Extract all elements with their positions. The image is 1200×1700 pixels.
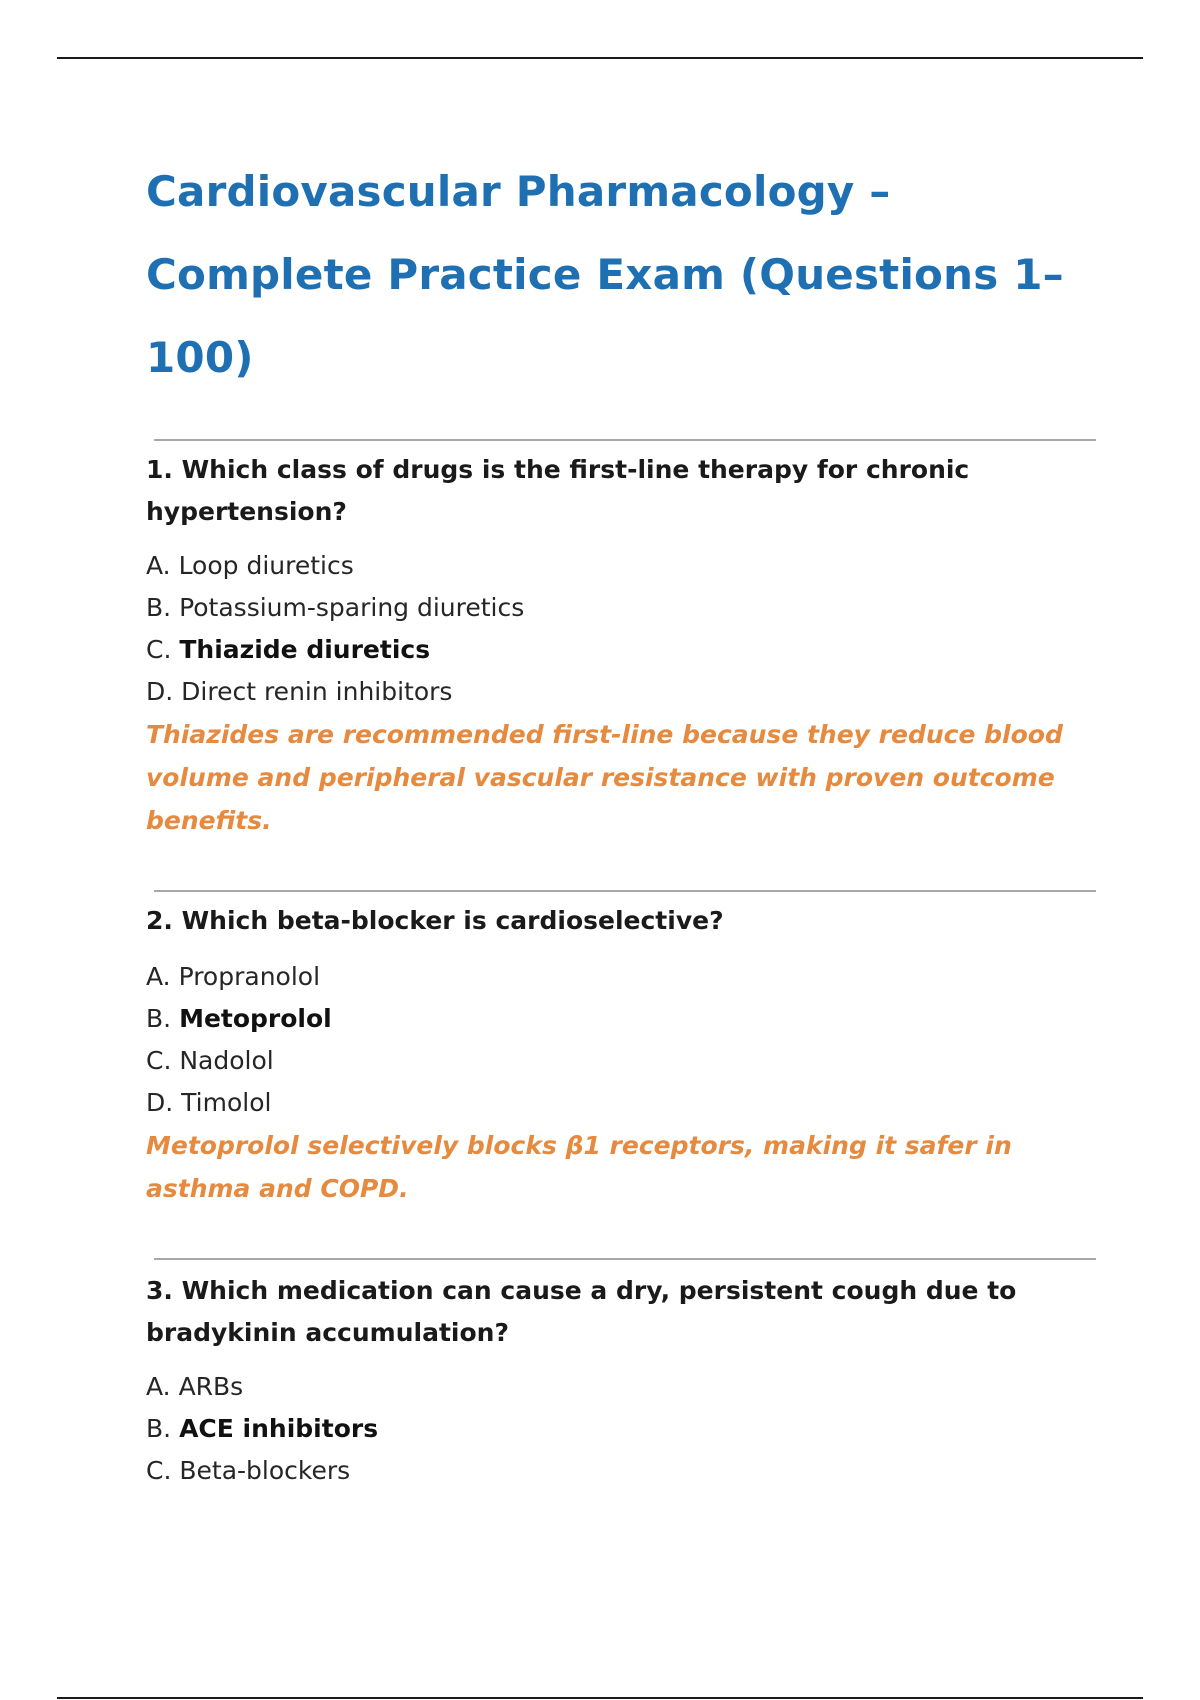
- option-text: Nadolol: [179, 1046, 274, 1075]
- option-c-correct: [146, 629, 1096, 671]
- option-text: ACE inhibitors: [179, 1414, 379, 1443]
- option-c: [146, 1040, 1096, 1082]
- question-text: 1. Which class of drugs is the first-line therapy for chronic hypertension?: [146, 455, 970, 526]
- option-text: Metoprolol: [179, 1004, 332, 1033]
- option-text: Loop diuretics: [178, 551, 354, 580]
- option-letter: A.: [146, 962, 171, 991]
- option-b-correct: [146, 998, 1096, 1040]
- option-letter: B.: [146, 1004, 172, 1033]
- question-1: [146, 439, 1096, 842]
- option-letter: C.: [146, 635, 172, 664]
- question-3: [146, 1258, 1096, 1492]
- document-title: Cardiovascular Pharmacology – Complete Practice Exam (Questions 1–100): [146, 167, 1064, 382]
- option-text: Thiazide diuretics: [179, 635, 431, 664]
- option-letter: B.: [146, 1414, 172, 1443]
- option-b-correct: [146, 1408, 1096, 1450]
- option-a: [146, 545, 1096, 587]
- option-b: [146, 587, 1096, 629]
- question-text: 2. Which beta-blocker is cardioselective?: [146, 906, 724, 935]
- page-header-rule: [57, 57, 1143, 59]
- option-letter: C.: [146, 1456, 172, 1485]
- answer-explanation: Thiazides are recommended first-line because they reduce blood volume and peripheral vascular resistance with proven outcome benefits.: [146, 720, 1063, 835]
- option-text: Direct renin inhibitors: [181, 677, 453, 706]
- option-text: Beta-blockers: [179, 1456, 351, 1485]
- answer-options: [146, 956, 1096, 1124]
- option-a: [146, 1366, 1096, 1408]
- question-divider: [154, 439, 1096, 441]
- question-divider: [154, 1258, 1096, 1260]
- exam-content: [146, 150, 1096, 1492]
- answer-options: [146, 1366, 1096, 1492]
- question-2: [146, 890, 1096, 1210]
- option-text: ARBs: [178, 1372, 244, 1401]
- option-text: Timolol: [181, 1088, 272, 1117]
- question-text: 3. Which medication can cause a dry, persistent cough due to bradykinin accumulation?: [146, 1276, 1017, 1347]
- option-c: [146, 1450, 1096, 1492]
- option-letter: D.: [146, 677, 174, 706]
- option-d: [146, 671, 1096, 713]
- option-d: [146, 1082, 1096, 1124]
- option-letter: C.: [146, 1046, 172, 1075]
- option-text: Potassium-sparing diuretics: [179, 593, 525, 622]
- page-footer-rule: [57, 1697, 1143, 1699]
- option-letter: B.: [146, 593, 172, 622]
- option-a: [146, 956, 1096, 998]
- answer-explanation: Metoprolol selectively blocks β1 receptors, making it safer in asthma and COPD.: [146, 1131, 1012, 1203]
- answer-options: [146, 545, 1096, 713]
- option-text: Propranolol: [178, 962, 321, 991]
- question-divider: [154, 890, 1096, 892]
- option-letter: A.: [146, 1372, 171, 1401]
- option-letter: D.: [146, 1088, 174, 1117]
- option-letter: A.: [146, 551, 171, 580]
